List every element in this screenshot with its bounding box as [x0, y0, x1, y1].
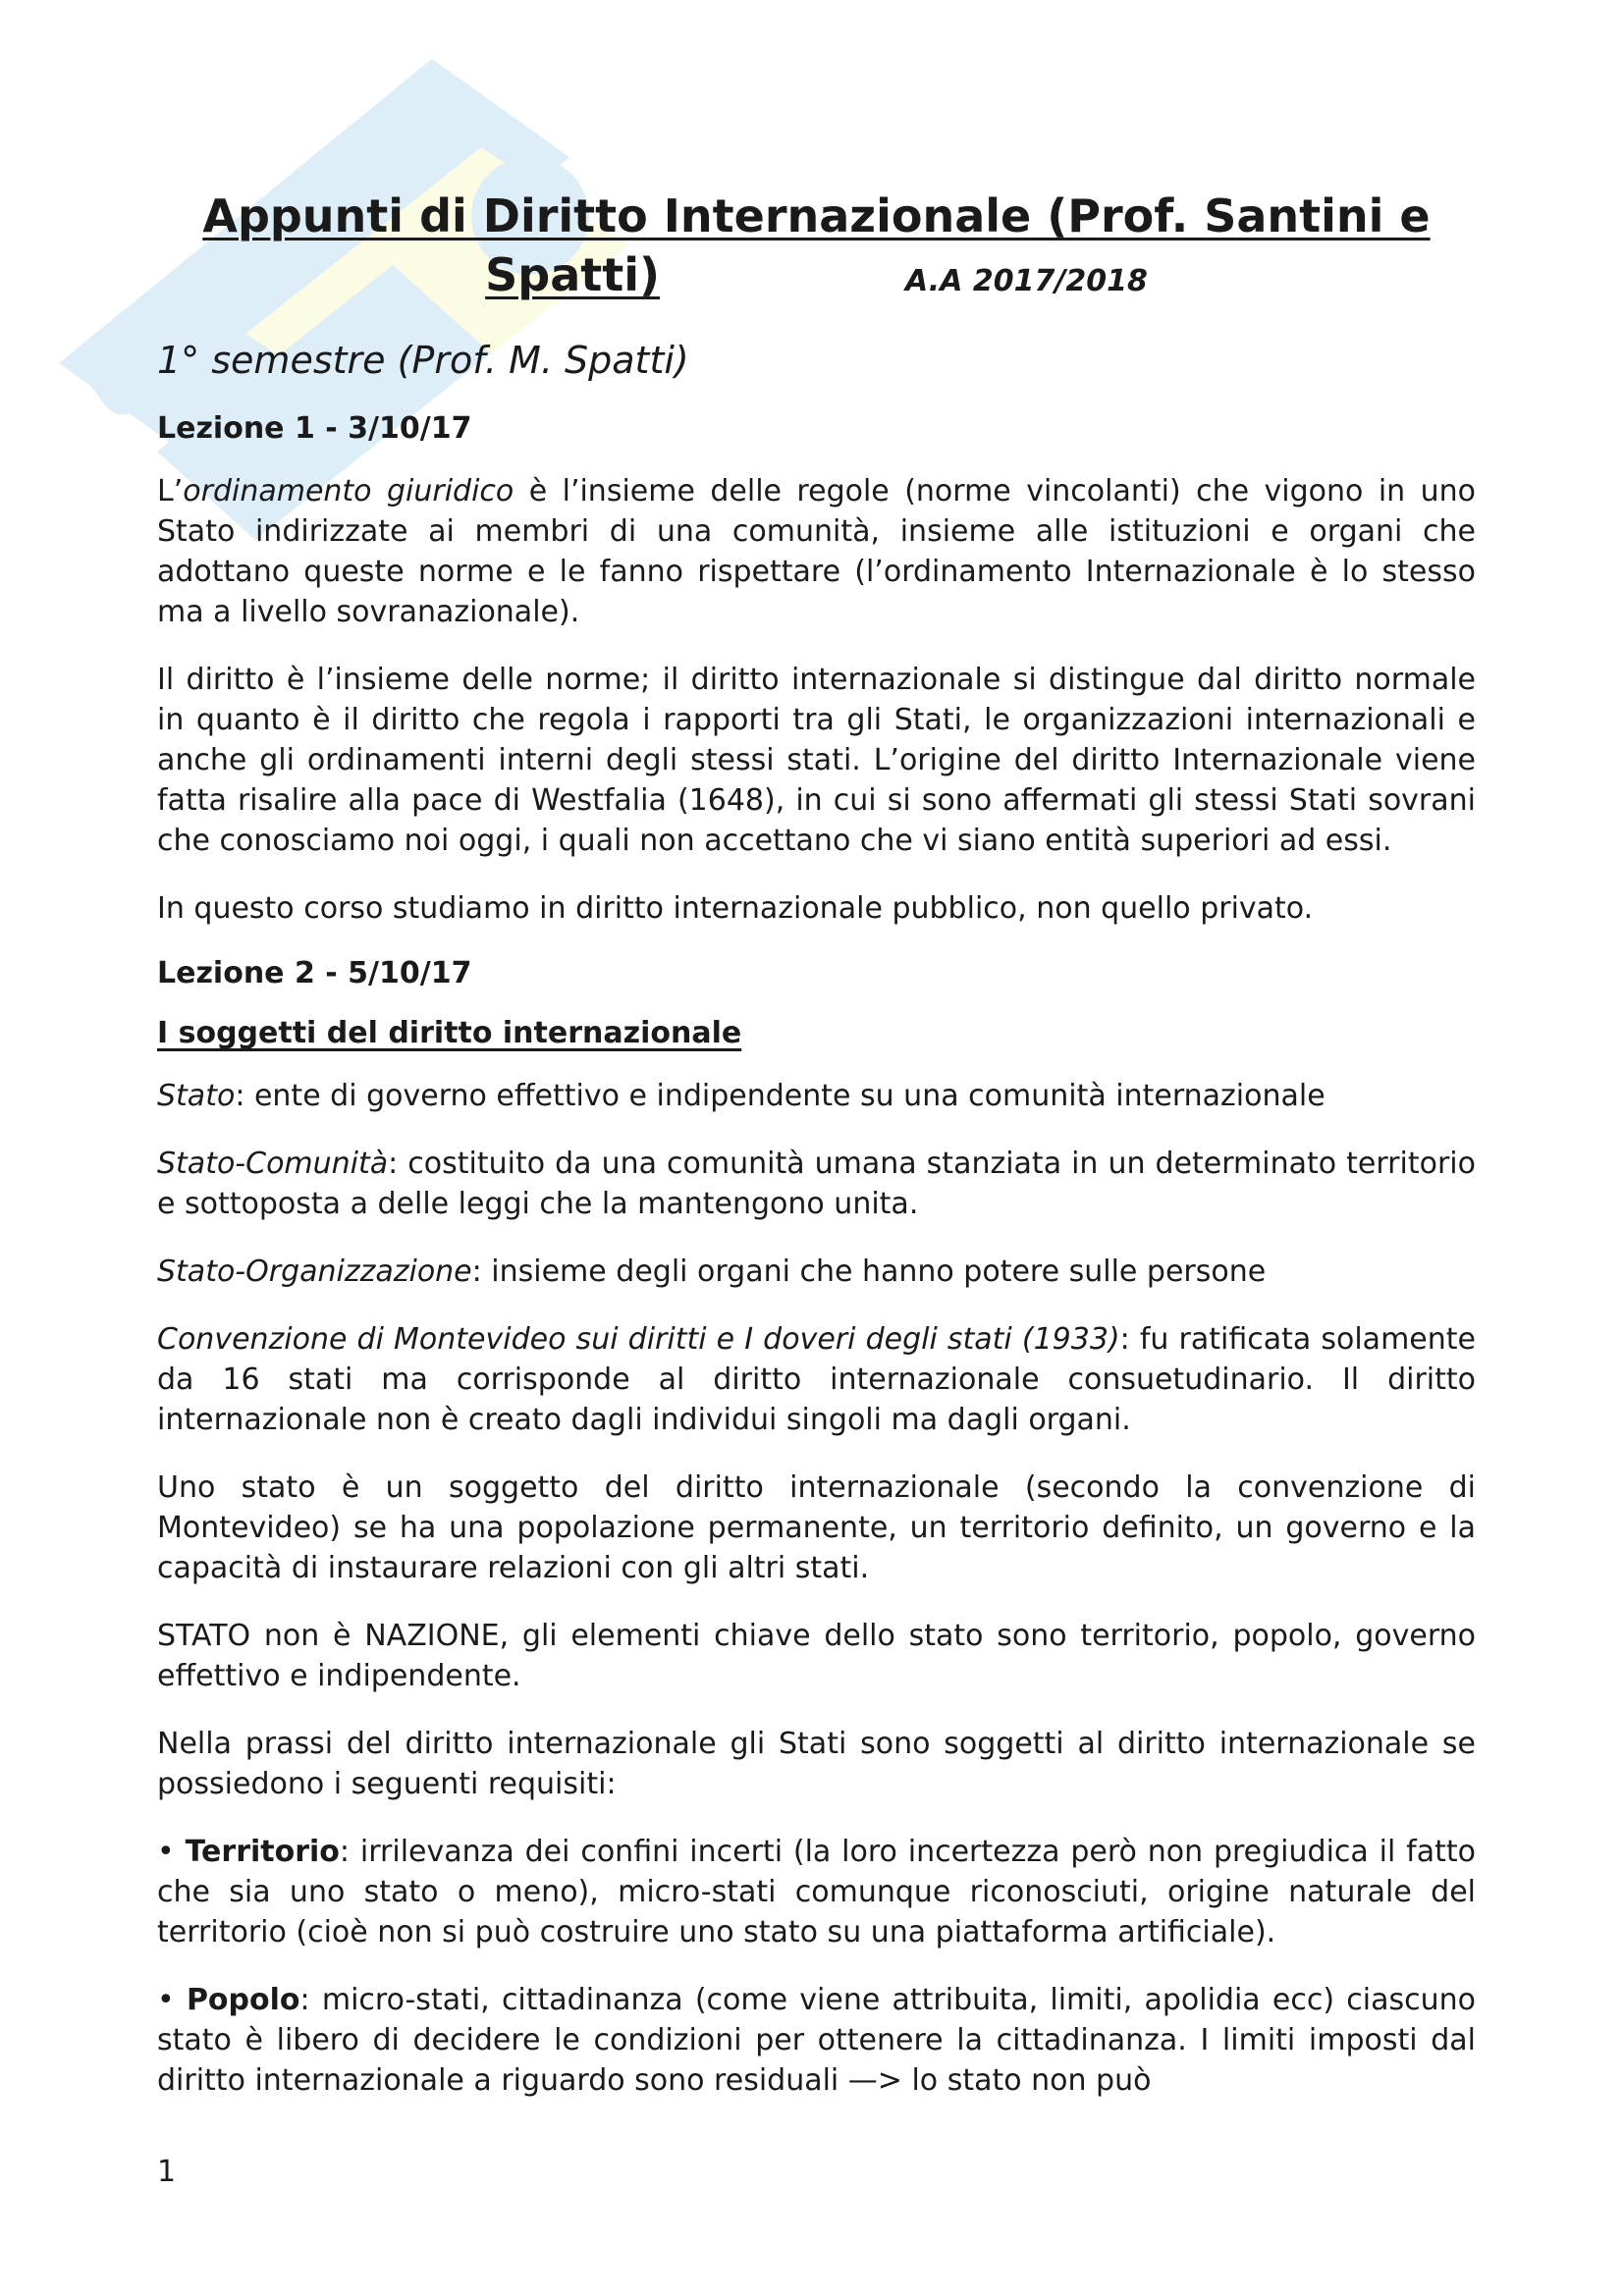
- bullet-marker: •: [157, 1835, 175, 1869]
- document-title: [157, 187, 1476, 311]
- section-soggetti: I soggetti del diritto internazionale: [157, 1016, 742, 1050]
- title-line-1: Appunti di Diritto Internazionale (Prof. Santini e: [202, 189, 1431, 242]
- lesson-2-heading: Lezione 2 - 5/10/17: [157, 956, 472, 990]
- bullet-term: Territorio: [185, 1835, 340, 1869]
- lesson-1-heading: Lezione 1 - 3/10/17: [157, 411, 472, 446]
- paragraph-ordinamento: [157, 471, 1476, 632]
- paragraph-nazione: STATO non è NAZIONE, gli elementi chiave dello stato sono territorio, popolo, governo effettivo e indipendente.: [157, 1619, 1476, 1693]
- definition-term: Stato: [157, 1079, 236, 1113]
- bullet-text: : irrilevanza dei confini incerti (la loro incertezza però non pregiudica il fatto che sia uno stato o meno), micro-stati comunque riconosciuti, origine naturale del territorio (cioè non si può costruire uno stato su una piattaforma artificiale).: [157, 1835, 1477, 1949]
- definition-stato-comunita: [157, 1144, 1476, 1224]
- definition-term: Stato-Organizzazione: [157, 1255, 472, 1289]
- definition-stato: [157, 1076, 1476, 1116]
- paragraph-diritto: Il diritto è l’insieme delle norme; il diritto internazionale si distingue dal diritto normale in quanto è il diritto che regola i rapporti tra gli Stati, le organizzazioni internazionali e anche gli ordinamenti interni degli stessi stati. L’origine del diritto Internazionale viene fatta risalire alla pace di Westfalia (1648), in cui si sono affermati gli stessi Stati sovrani che conosciamo noi oggi, i quali non accettano che vi siano entità superiori ad essi.: [157, 663, 1476, 858]
- paragraph-corso: In questo corso studiamo in diritto internazionale pubblico, non quello privato.: [157, 891, 1314, 926]
- definition-convenzione-montevideo: [157, 1319, 1476, 1440]
- definition-term: Stato-Comunità: [157, 1147, 389, 1181]
- definition-text: : ente di governo effettivo e indipendente su una comunità internazionale: [235, 1079, 1325, 1113]
- academic-year: A.A 2017/2018: [905, 264, 1148, 298]
- bullet-popolo: [157, 1980, 1476, 2101]
- definition-text: : costituito da una comunità umana stanziata in un determinato territorio e sottoposta a delle leggi che la mantengono unita.: [157, 1147, 1476, 1221]
- bullet-term: Popolo: [186, 1983, 300, 2017]
- term-ordinamento-giuridico: ordinamento giuridico: [183, 474, 514, 508]
- bullet-marker: •: [157, 1983, 175, 2017]
- bullet-text: : micro-stati, cittadinanza (come viene attribuita, limiti, apolidia ecc) ciascuno stato è libero di decidere le condizioni per ottenere la cittadinanza. I limiti imposti dal diritto internazionale a riguardo sono residuali —> lo stato non può: [157, 1983, 1476, 2098]
- bullet-territorio: [157, 1832, 1476, 1952]
- definition-text: : fu ratificata solamente da 16 stati ma corrisponde al diritto internazionale consuetudinario. Il diritto internazionale non è creato dagli individui singoli ma dagli organi.: [157, 1322, 1476, 1437]
- semester-heading: 1° semestre (Prof. M. Spatti): [157, 339, 689, 382]
- paragraph-montevideo: Uno stato è un soggetto del diritto internazionale (secondo la convenzione di Montevideo) se ha una popolazione permanente, un territorio definito, un governo e la capacità di instaurare relazioni con gli altri stati.: [157, 1470, 1476, 1585]
- document-page: [157, 187, 1476, 2128]
- text-fragment: è l’insieme delle regole (norme vincolanti) che vigono in uno Stato indirizzate ai membri di una comunità, insieme alle istituzioni e organi che adottano queste norme e le fanno rispettare (l’ordinamento Internazionale è lo stesso ma a livello sovranazionale).: [157, 474, 1476, 629]
- text-fragment: L’: [157, 474, 184, 508]
- page-number: 1: [157, 2155, 177, 2189]
- definition-text: : insieme degli organi che hanno potere sulle persone: [471, 1255, 1267, 1289]
- definition-term: Convenzione di Montevideo sui diritti e I doveri degli stati (1933): [157, 1322, 1120, 1357]
- title-line-2: Spatti): [485, 248, 661, 301]
- paragraph-prassi: Nella prassi del diritto internazionale gli Stati sono soggetti al diritto internazionale se possiedono i seguenti requisiti:: [157, 1727, 1476, 1801]
- definition-stato-organizzazione: [157, 1252, 1476, 1292]
